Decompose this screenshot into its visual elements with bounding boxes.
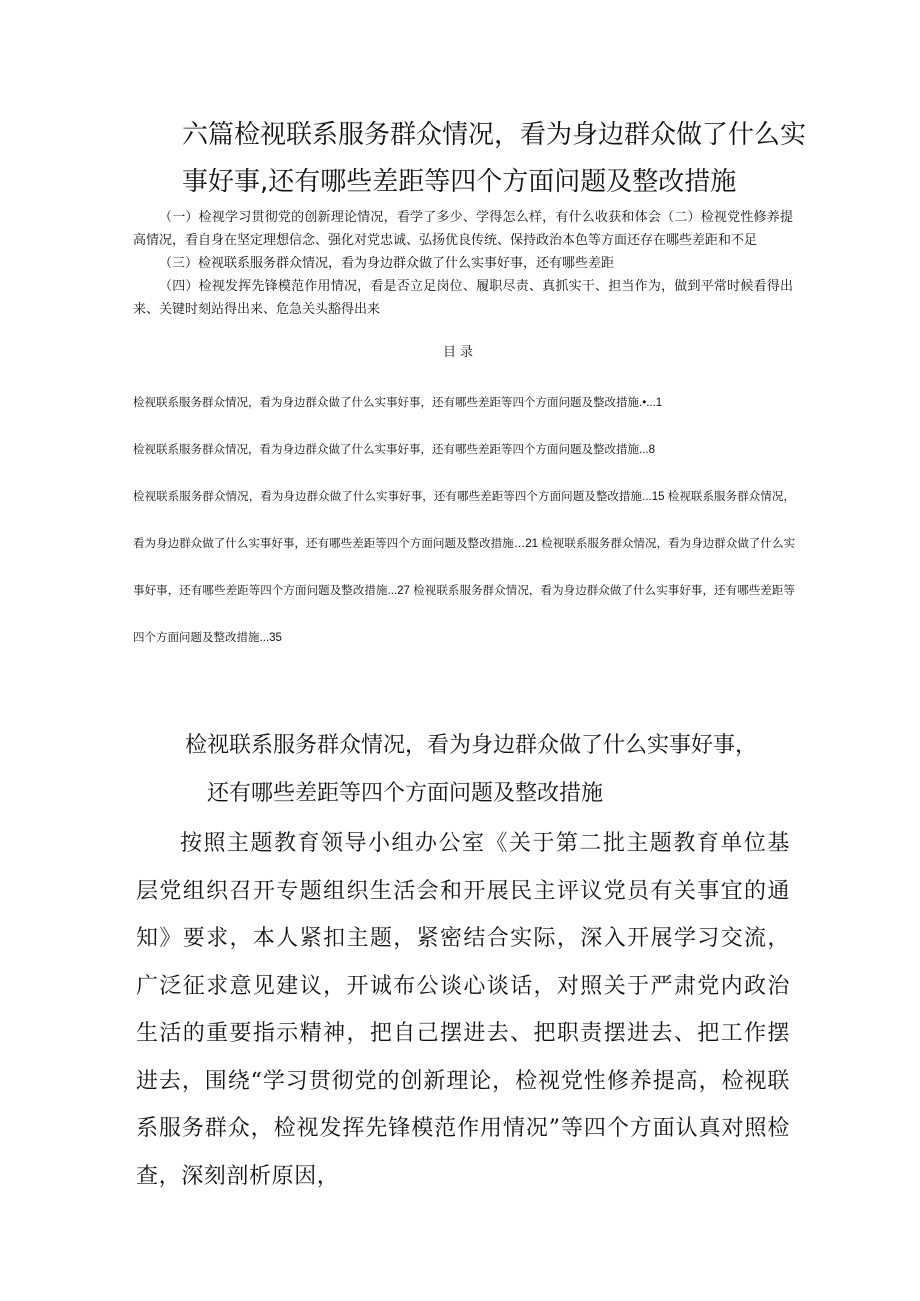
toc-entry-block[interactable]: 检视联系服务群众情况，看为身边群众做了什么实事好事，还有哪些差距等四个方面问题及整改措施...15 检视联系服务群众情况，看为身边群众做了什么实事好事，还有哪些差距等四个方面问题及整改措施…21 检视联系服务群众情况，看为身边群众做了什么实事好事，还有哪些差距等四个方面问题及整改措施...27 检视联系服务群众情况，看为身边群众做了什么实事好事，还有哪些差距等四个方面问题及整改措施...35 [133,491,795,644]
document-title: 六篇检视联系服务群众情况，看为身边群众做了什么实事好事,还有哪些差距等四个方面问题及整改措施 [182,120,807,197]
section-title-line-1: 检视联系服务群众情况，看为身边群众做了什么实事好事， [185,733,758,758]
table-of-contents [133,396,795,662]
section-title [185,722,805,818]
toc-heading: 目录 [442,345,477,360]
section-title-line-2: 还有哪些差距等四个方面问题及整改措施 [207,781,604,806]
intro-paragraph-3: （四）检视发挥先锋模范作用情况，看是否立足岗位、履职尽责、真抓实干、担当作为，做到平常时候看得出来、关键时刻站得出来、危急关头豁得出来 [133,279,793,317]
toc-entry-2[interactable]: 检视联系服务群众情况，看为身边群众做了什么实事好事，还有哪些差距等四个方面问题及整改措施...8 [133,444,655,456]
intro-paragraph-2: （三）检视联系服务群众情况，看为身边群众做了什么实事好事，还有哪些差距 [159,256,615,271]
intro-section [133,206,793,321]
toc-entry-1[interactable]: 检视联系服务群众情况，看为身边群众做了什么实事好事，还有哪些差距等四个方面问题及整改措施.•...1 [133,397,663,409]
intro-paragraph-1: （一）检视学习贯彻党的创新理论情况，看学了多少、学得怎么样，有什么收获和体会（二）检视党性修养提高情况，看自身在坚定理想信念、强化对党忠诚、弘扬优良传统、保持政治本色等方面还存在哪些差距和不足 [133,210,793,248]
body-paragraph: 按照主题教育领导小组办公室《关于第二批主题教育单位基层党组织召开专题组织生活会和开展民主评议党员有关事宜的通知》要求，本人紧扣主题，紧密结合实际，深入开展学习交流，广泛征求意见建议，开诚布公谈心谈话，对照关于严肃党内政治生活的重要指示精神，把自己摆进去、把职责摆进去、把工作摆进去，围绕“学习贯彻党的创新理论，检视党性修养提高，检视联系服务群众，检视发挥先锋模范作用情况”等四个方面认真对照检查，深刻剖析原因， [136,831,790,1189]
